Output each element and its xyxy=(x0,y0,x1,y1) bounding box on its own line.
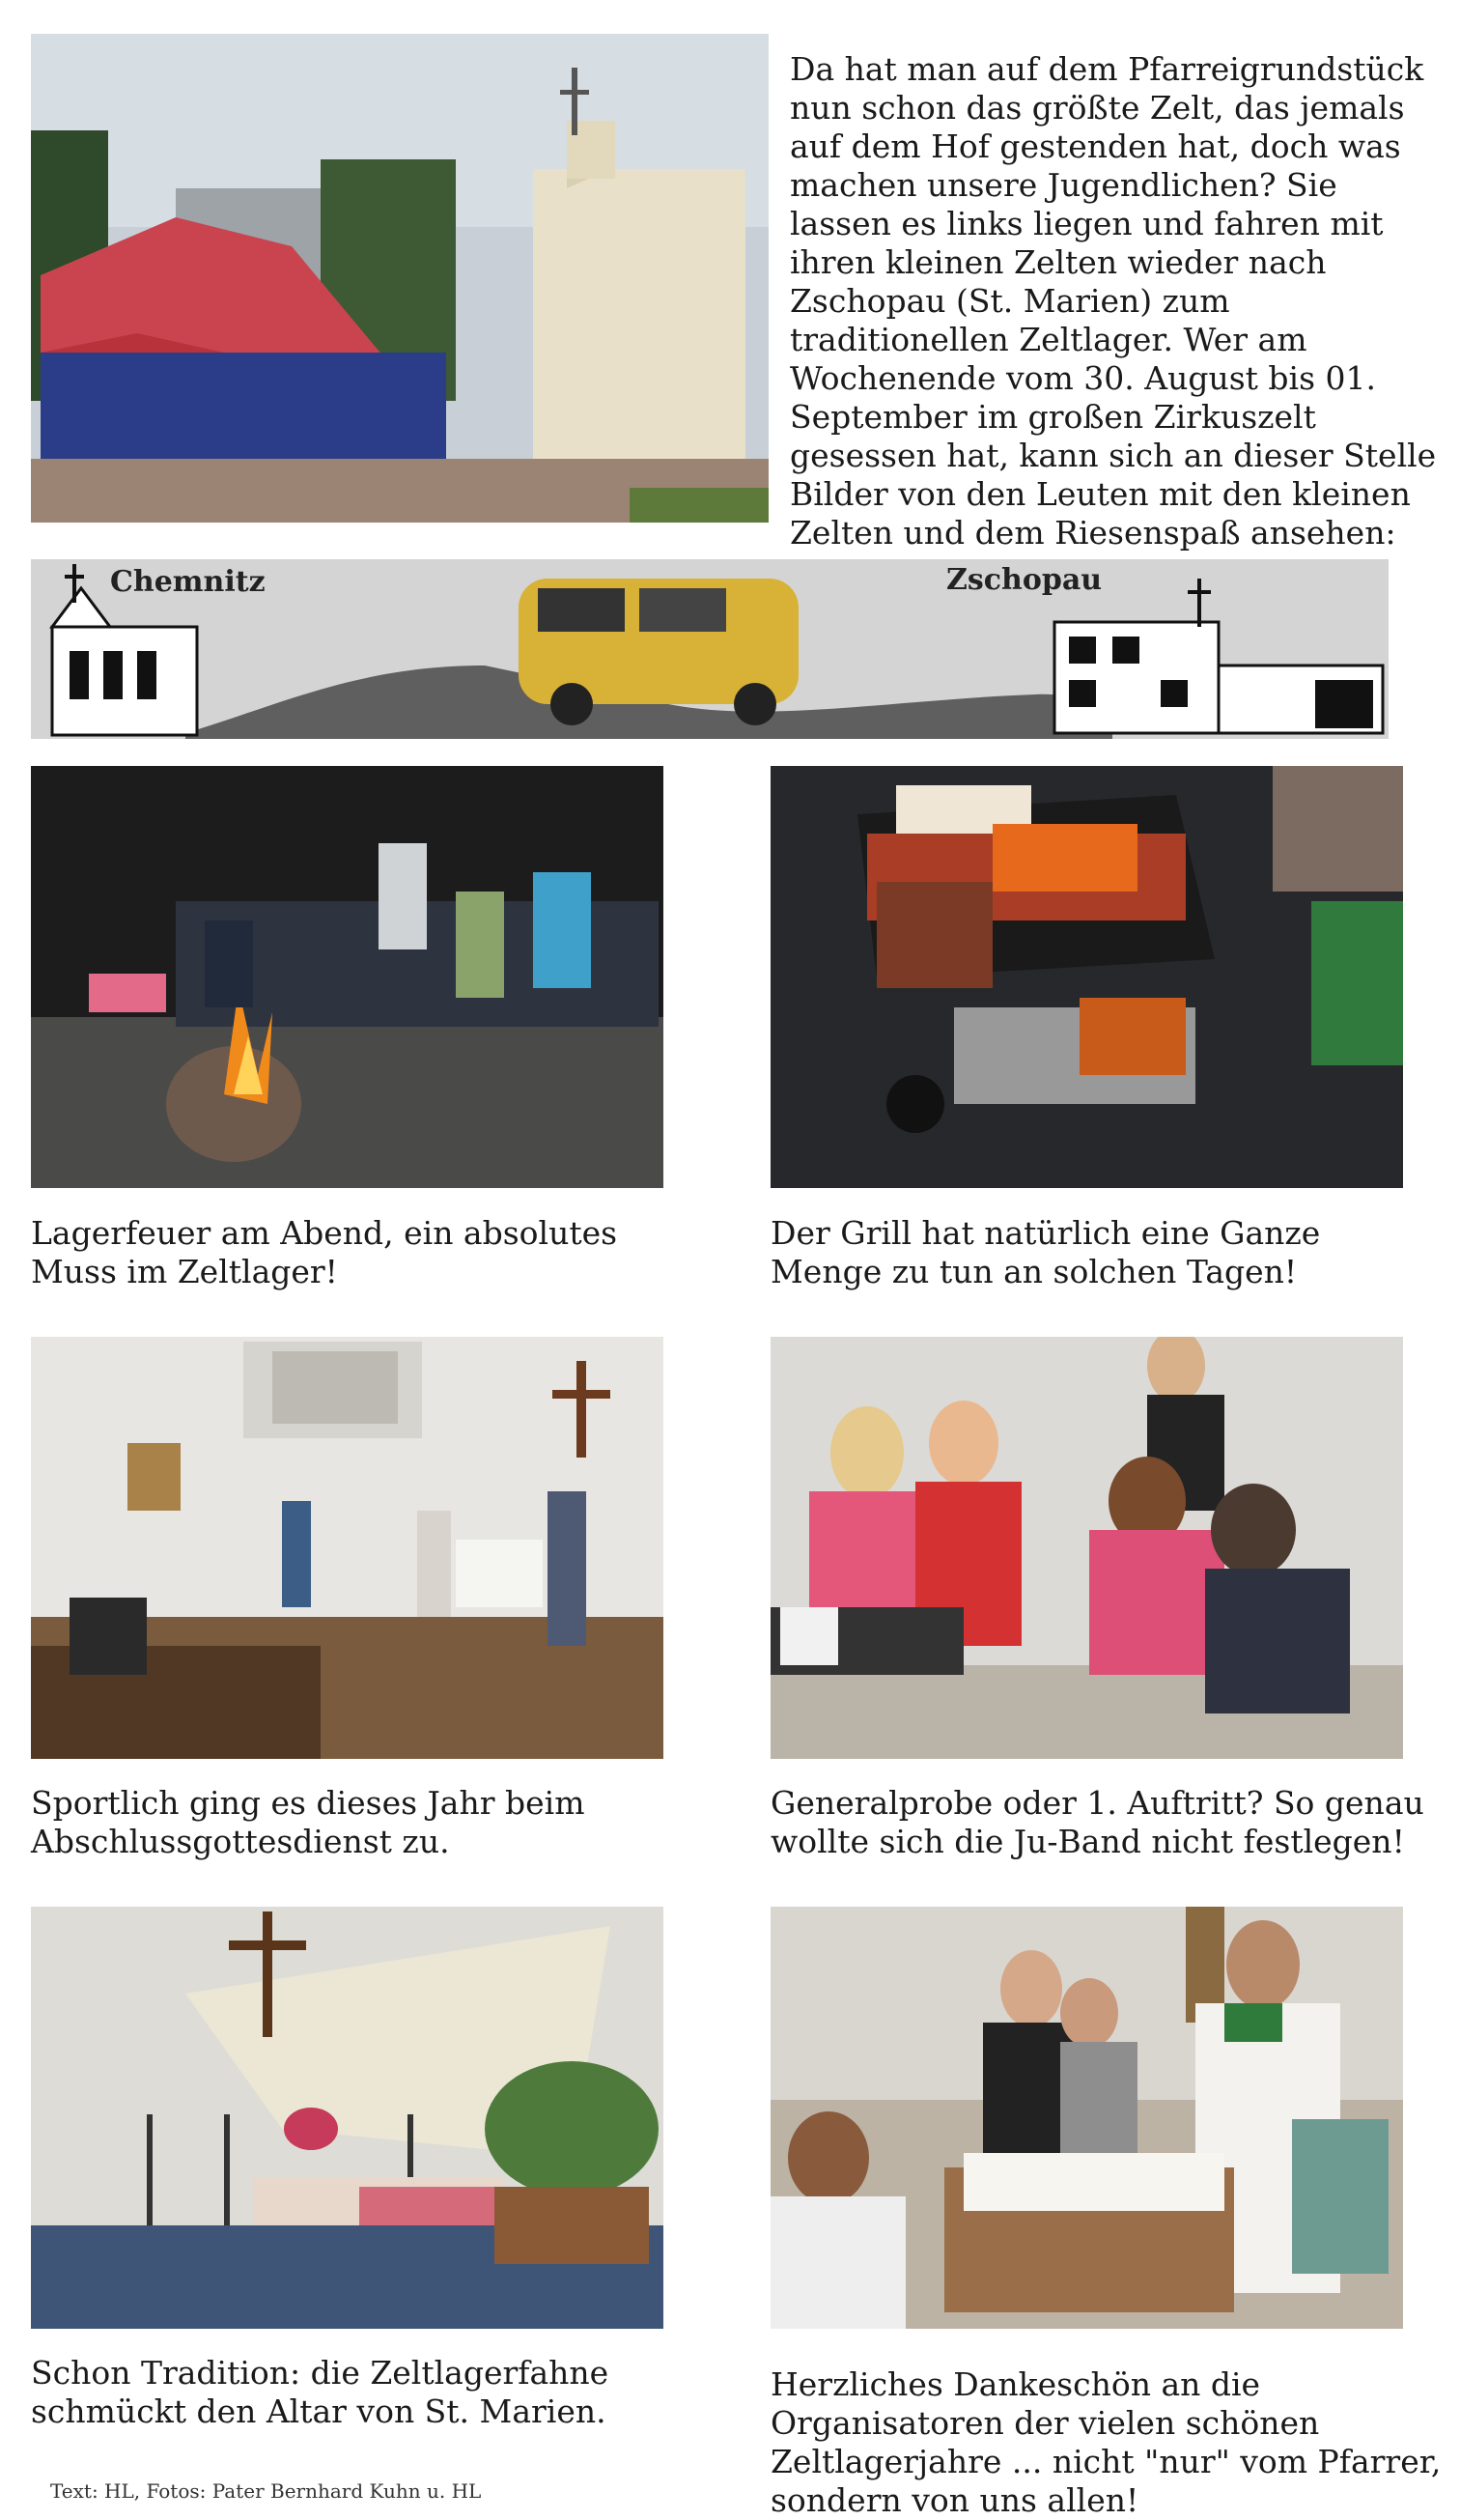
photo-campfire xyxy=(31,766,663,1188)
caption-campfire: Lagerfeuer am Abend, ein absolutes Muss im Zeltlager! xyxy=(31,1214,618,1290)
banner-label-chemnitz: Chemnitz xyxy=(110,565,266,599)
intro-text: Da hat man auf dem Pfarreigrundstück nun schon das größte Zelt, das jemals auf dem Hof gestenden hat, doch was machen unsere Jugendlichen? Sie lassen es links liegen und fahren mit ihren kleinen Zelten wieder nach Zschopau (St. Marien) zum traditionellen Zeltlager. Wer am Wochenende vom 30. August bis 01. September im großen Zirkuszelt gesessen hat, kann sich an dieser Stelle Bilder von den Leuten mit den kleinen Zelten und dem Riesenspaß ansehen: xyxy=(790,50,1437,552)
photo-band xyxy=(771,1337,1403,1759)
caption-church-service: Sportlich ging es dieses Jahr beim Abschlussgottesdienst zu. xyxy=(31,1784,585,1860)
photo-thanks xyxy=(771,1907,1403,2329)
photo-grill xyxy=(771,766,1403,1188)
route-banner xyxy=(31,559,1389,739)
caption-altar-flag: Schon Tradition: die Zeltlagerfahne schmückt den Altar von St. Marien. xyxy=(31,2354,609,2430)
photo-altar-flag xyxy=(31,1907,663,2329)
photo-credits: Text: HL, Fotos: Pater Bernhard Kuhn u. HL xyxy=(50,2479,482,2503)
caption-grill: Der Grill hat natürlich eine Ganze Menge zu tun an solchen Tagen! xyxy=(771,1214,1321,1290)
photo-church-service xyxy=(31,1337,663,1759)
photo-circus-tent xyxy=(31,34,769,523)
banner-label-zschopau: Zschopau xyxy=(946,563,1103,597)
caption-thanks: Herzliches Dankeschön an die Organisatoren der vielen schönen Zeltlagerjahre ... nicht "nur" vom Pfarrer, sondern von uns allen! xyxy=(771,2365,1442,2519)
caption-band: Generalprobe oder 1. Auftritt? So genau wollte sich die Ju-Band nicht festlegen! xyxy=(771,1784,1424,1860)
